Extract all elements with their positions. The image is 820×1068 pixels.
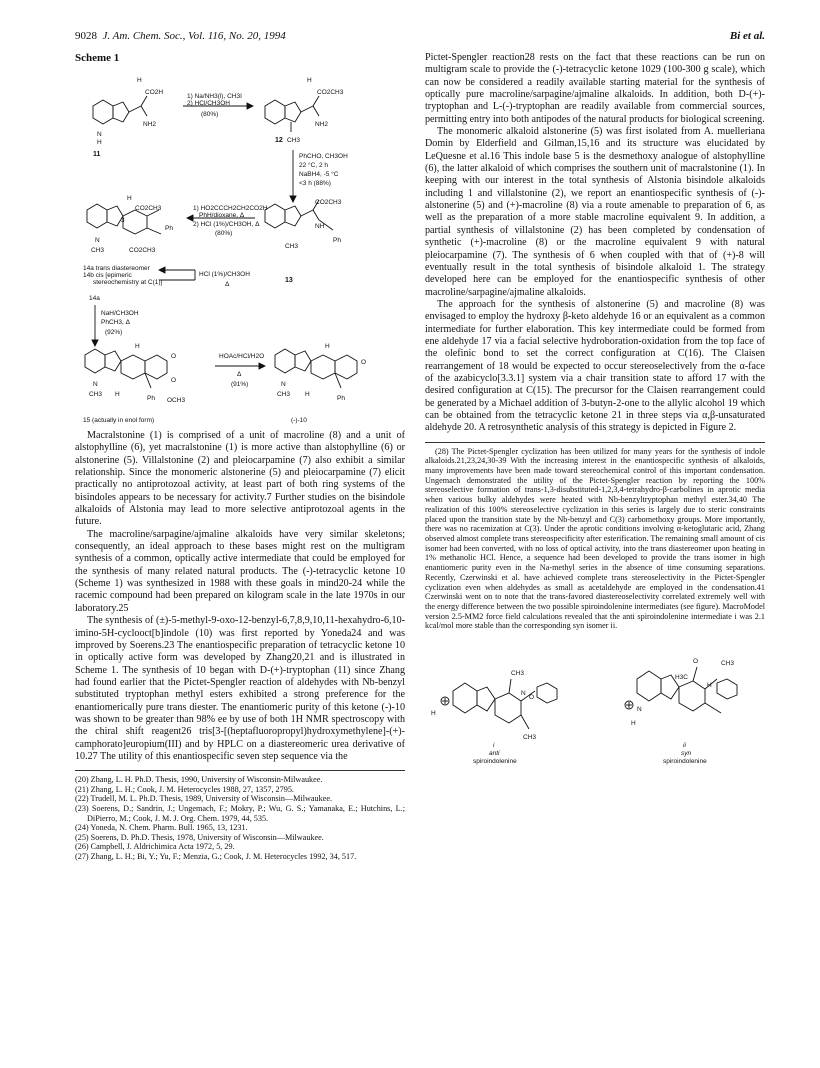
condition-step5-a: NaH/CH3OH (101, 310, 139, 317)
label-h2-15: H (115, 391, 120, 398)
fig-i-label: i (493, 742, 495, 750)
label-nh2-12: NH2 (315, 121, 329, 128)
label-h-12: H (307, 77, 312, 84)
fig-ii-caption-spiro: spiroindolenine (663, 758, 707, 766)
label-3-14: 3 (121, 217, 125, 224)
label-h-10: H (325, 343, 330, 350)
condition-step3-c: 2) HCl (1%)/CH3OH, Δ (193, 221, 260, 228)
condition-step5-c: (92%) (105, 329, 123, 336)
condition-step1-a: 1) Na/NH3(l), CH3I (187, 93, 242, 100)
condition-step4-a: HCl (1%)/CH3OH (199, 271, 250, 278)
condition-step2-b: 22 °C, 2 h (299, 162, 328, 169)
condition-step1-c: (80%) (201, 111, 219, 118)
footnote-rule-left (75, 770, 405, 771)
label-co2ch3-12: CO2CH3 (317, 89, 344, 96)
label-nh2-11: NH2 (143, 121, 157, 128)
fig-i-ch3b: CH3 (523, 734, 537, 742)
fig-ii-n: N (637, 706, 642, 714)
compound-label-14a: 14a trans diastereomer (83, 265, 150, 272)
label-nh-13: NH (315, 223, 325, 230)
spiroindolenine-figure (425, 639, 765, 769)
compound-label-14b-2: stereochemistry at C(1)] (93, 279, 163, 286)
label-ch3-15: CH3 (89, 391, 103, 398)
fig-ii-h2: H (631, 720, 636, 728)
scheme-drawing (75, 70, 405, 430)
fig-i-caption-spiro: spiroindolenine (473, 758, 517, 766)
condition-step4-b: Δ (225, 281, 230, 288)
condition-step2-d: <3 h (88%) (299, 180, 331, 187)
fig-ii-o: O (693, 658, 699, 666)
label-co2ch3-13: CO2CH3 (315, 199, 342, 206)
fig-ii-caption-syn: syn (681, 750, 692, 758)
label-n-15: N (93, 381, 98, 388)
running-head-left (75, 30, 286, 42)
label-ph-10: Ph (337, 395, 345, 402)
condition-step2-a: PhCHO, CH3OH (299, 153, 348, 160)
running-head (75, 30, 765, 46)
right-column (425, 52, 765, 769)
right-paragraph-2: The monomeric alkaloid alstonerine (5) was first isolated from A. muelleriana Domin by Elderfield and Gilman,15,16 and its structure was elucidated by LeQuesne et al.16 This indole base 5 is the desmethoxy analogue of alstophylline (6), the latter alkaloid of which comprises the southern unit of macralstonine (1). In keeping with our interest in the total synthesis of Alstonia bisindole alkaloids including 1 and villalstonine (2), we report an enantiospecific synthesis of (-)-alstonerine (5) and (+)-macroline (8) via a route amenable to preparation of 6, as well as the preparation of a more stable macroline equivalent 9. In addition, a partial synthesis of villalstonine (2) has been completed by condensation of synthetic (+)-macroline (8) or the macroline equivalent 9 with natural pleiocarpamine (7). The synthesis of 6 when coupled with that of (+)-8 will eventually result in the total synthesis of bisindole alkaloid 1. The strategy developed here can be employed for the enantiospecific synthesis of other macroline/sarpagine/ajmaline alkaloids. (425, 126, 765, 298)
structure-10 (275, 349, 357, 388)
compound-label-14b: 14b cis [epimeric (83, 272, 132, 279)
fig-ii-h3c: H3C (675, 674, 689, 682)
right-paragraph-1: Pictet-Spengler reaction28 rests on the fact that these reactions can be run on multigram scale to provide the (-)-tetracyclic ketone 1029 (100-300 g scale), which can now be considered a readily available starting material for the synthesis of optically pure macroline/sarpagine/ajmaline alkaloids. In addition, both D-(+)-tryptophan and L-(-)-tryptophan are readily available from commercial sources, permitting entry into both antipodes of the natural products for biological screening. (425, 52, 765, 125)
fig-i-ch3: CH3 (511, 670, 525, 678)
label-ch3-14: CH3 (91, 247, 105, 254)
label-n-10: N (281, 381, 286, 388)
structure-i (441, 679, 557, 729)
label-ph-13: Ph (333, 237, 341, 244)
condition-step6-b: Δ (237, 371, 242, 378)
footnote-25: (25) Soerens, D. Ph.D. Thesis, 1978, University of Wisconsin—Milwaukee. (75, 832, 324, 842)
label-och3-15: OCH3 (167, 397, 186, 404)
footnotes-left (75, 775, 405, 861)
condition-step1-b: 2) HCl/CH3OH (187, 100, 230, 107)
label-n-11: N (97, 131, 102, 138)
condition-step3-a: 1) HO2CCCH2CH2CO2H (193, 205, 268, 212)
fig-i-caption-anti: anti (489, 750, 500, 758)
left-column (75, 52, 405, 862)
condition-step6-a: HOAc/HCl/H2O (219, 353, 265, 360)
label-ph-15: Ph (147, 395, 155, 402)
compound-label-11: 11 (93, 151, 101, 158)
compound-label-13: 13 (285, 277, 293, 284)
footnote-27: (27) Zhang, L. H.; Bi, Y.; Yu, F.; Menzia, G.; Cook, J. M. Heterocycles 1992, 34, 517. (75, 852, 357, 862)
footnote-26: (26) Campbell, J. Aldrichimica Acta 1972, 5, 29. (75, 842, 235, 852)
footnote-24: (24) Yoneda, N. Chem. Pharm. Bull. 1965, 13, 1231. (75, 823, 248, 833)
compound-label-14a-ref: 14a (89, 295, 100, 302)
spiroindolenine-drawing (425, 639, 765, 769)
label-co2h-11: CO2H (145, 89, 164, 96)
label-co2ch3-14b: CO2CH3 (129, 247, 156, 254)
footnote-21: (21) Zhang, L. H.; Cook, J. M. Heterocycles 1988, 27, 1357, 2795. (75, 784, 294, 794)
fig-i-h: H (431, 710, 436, 718)
label-o-15: O (171, 353, 177, 360)
journal-citation: J. Am. Chem. Soc., Vol. 116, No. 20, 1994 (102, 30, 286, 42)
footnote-22: (22) Trudell, M. L. Ph.D. Thesis, 1989, University of Wisconsin—Milwaukee. (75, 794, 333, 804)
fig-ii-h: H (707, 682, 712, 690)
condition-step5-b: PhCH3, Δ (101, 319, 130, 326)
label-n-14: N (95, 237, 100, 244)
label-h-11: H (137, 77, 142, 84)
fig-ii-label: ii (683, 742, 686, 750)
scheme-title: Scheme 1 (75, 52, 120, 64)
label-o2-15: O (171, 377, 177, 384)
compound-label-10: (-)-10 (291, 417, 307, 424)
label-ch3-12: CH3 (287, 137, 301, 144)
footnote-rule-right (425, 442, 765, 443)
fig-i-n: N (521, 690, 526, 698)
label-co2ch3-14: CO2CH3 (135, 205, 162, 212)
footnote-23: (23) Soerens, D.; Sandrin, J.; Ungemach, F.; Mokry, P.; Wu, G. S.; Yamanaka, E.; Hutchins, L.; DiPierro, M.; Cook, J. M. J. Org. Chem. 1979, 44, 535. (75, 804, 405, 823)
left-paragraph-2: The macroline/sarpagine/ajmaline alkaloids have very similar skeletons; consequently, an ideal approach to these bases might rest on the multigram synthesis of a common, optically active intermediate that could be employed for the synthesis of many related natural products. The (-)-tetracyclic ketone 10 (Scheme 1) was synthesized in 1988 with these goals in mind20-24 while the racemic compound had been prepared on kilogram scale in the late 1970s in our laboratory.25 (75, 528, 405, 614)
compound-label-12: 12 (275, 137, 283, 144)
label-ph-14: Ph (165, 225, 173, 232)
structure-12 (265, 96, 319, 132)
left-paragraph-1: Macralstonine (1) is comprised of a unit of macroline (8) and a unit of alstophylline (6), yet macralstonine (1) is more active than alstophylline (6) or alstonerine (5). Villalstonine (2) and pleiocarpamine (7) also exhibit a similar relationship. Since the monomeric alstonerine (5) and pleiocarpamine (7) elicit practically no antiprotozoal activity, at least part of both ring systems of the bisindoles appears to be necessary for activity.7 Further studies on the bisindole alkaloids of Alstonia may lead to more selective antiprotozoal agents in the future. (75, 430, 405, 528)
label-ch3-13: CH3 (285, 243, 299, 250)
scheme-1 (75, 70, 405, 430)
condition-step6-c: (91%) (231, 381, 249, 388)
label-h-15: H (135, 343, 140, 350)
fig-ii-ch3: CH3 (721, 660, 735, 668)
page-number: 9028 (75, 30, 97, 42)
condition-step3-b: PhH/dioxane, Δ (199, 212, 245, 219)
structure-11 (93, 96, 147, 124)
label-ch3-10: CH3 (277, 391, 291, 398)
label-h2-10: H (305, 391, 310, 398)
label-o-10: O (361, 359, 367, 366)
left-paragraph-3: The synthesis of (±)-5-methyl-9-oxo-12-benzyl-6,7,8,9,10,11-hexahydro-6,10-imino-5H-cyclooct[b]indole (10) was first reported by Yoneda24 and was improved by Soerens.23 The enantiospecific preparation of tetracyclic ketone 10 in optically active form was developed by Zhang20,21 and is illustrated in Scheme 1. The synthesis of 10 began with D-(+)-tryptophan (11) since Zhang had found earlier that the Pictet-Spengler reaction of aldehydes with Nb-benzyl substituted tryptophan methyl esters exhibited a strong preference for the enantiomerically pure trans diester. The enantiomeric purity of this ketone (-)-10 was shown to be greater than 98% ee by use of both 1H NMR spectroscopy with the chiral shift reagent26 tris[3-[(heptafluoropropyl)hydroxymethylene]-(+)-camphorato]europium(III) and by HPLC on a diastereomeric urea derivative of 10.27 The utility of this enantiospecific seven step sequence via the (75, 615, 405, 762)
right-paragraph-3: The approach for the synthesis of alstonerine (5) and macroline (8) was envisaged to employ the hydroxy β-keto aldehyde 16 or an equivalent as a common intermediate for further elaboration. This key intermediate could be formed from ene aldehyde 17 via a facial selective hydroboration-oxidation from the top face of the olefinic bond to set the correct configuration at C(16). The Claisen rearrangement of 18 would be expected to occur stereoselectively from the α-face of the azabicyclo[3.3.1] system via a chair transition state to afford 17 with the desired configuration at C(15). The precursor for the Claisen rearrangement could be generated by a Michael addition of 3-butyn-2-one to the allylic alcohol 19 which can be obtained from the tetracyclic ketone 21 in three steps via α,β-unsaturated aldehyde 20. A retrosynthetic analysis of this strategy is depicted in Figure 2. (425, 298, 765, 434)
footnote-20: (20) Zhang, L. H. Ph.D. Thesis, 1990, University of Wisconsin-Milwaukee. (75, 775, 323, 785)
label-h2-11: H (97, 139, 102, 146)
footnote-28: (28) The Pictet-Spengler cyclization has been utilized for many years for the synthesis of indole alkaloids.21,23,24,30-39 With the increasing interest in the enantiospecific synthesis of alkaloids, many improvements have been made toward stereochemical control of this important condensation. Ungemach demonstrated the utility of the Pictet-Spengler reaction by reporting the 100% stereoselective formation of trans-1,3-disubstituted-1,2,3,4-tetrahydro-β-carbolines in aprotic media when various bulky aldehydes were heated with Nb-benzyltryptophan methyl ester.34,40 The realization of this 100% stereoselective cyclization in this series is largely due to steric constraints placed upon the transition state by the Nb-benzyl and C(3) carbomethoxy groups. More importantly, there was no racemization at C(3). Under the aprotic conditions involving α-ketoglutaric acid, Zhang observed almost complete trans stereospecificity after esterification. The remaining small amount of cis isomer had been converted, with no loss of optical activity, into the trans diastereomer upon heating in 1% methanolic HCl. Hence, a sequence had been developed to provide the trans isomer in high enantiomeric purity even in the Na-methyl series in the absence of time consuming separations. Recently, Czerwinski et al. have achieved complete trans stereoselectivity in the Pictet-Spengler cyclization even when aldehydes as small as acetaldehyde are employed in the condensation.41 Czerwinski went on to note that the trans-favored diastereoselectivity correlated extremely well with the energy difference between the two possible spiroindolenine intermediates (see figure). MacroModel version 2.5-MM2 force field calculations revealed that the anti spiroindolenine intermediate i was 2.1 kcal/mol more stable than the corresponding syn isomer ii. (425, 446, 765, 631)
fig-i-o: O (529, 694, 535, 702)
condition-step3-d: (80%) (215, 230, 233, 237)
running-head-authors: Bi et al. (729, 30, 765, 42)
condition-step2-c: NaBH4, -5 °C (299, 171, 339, 178)
label-h-14: H (127, 195, 132, 202)
compound-label-15: 15 (actually in enol form) (83, 417, 155, 424)
